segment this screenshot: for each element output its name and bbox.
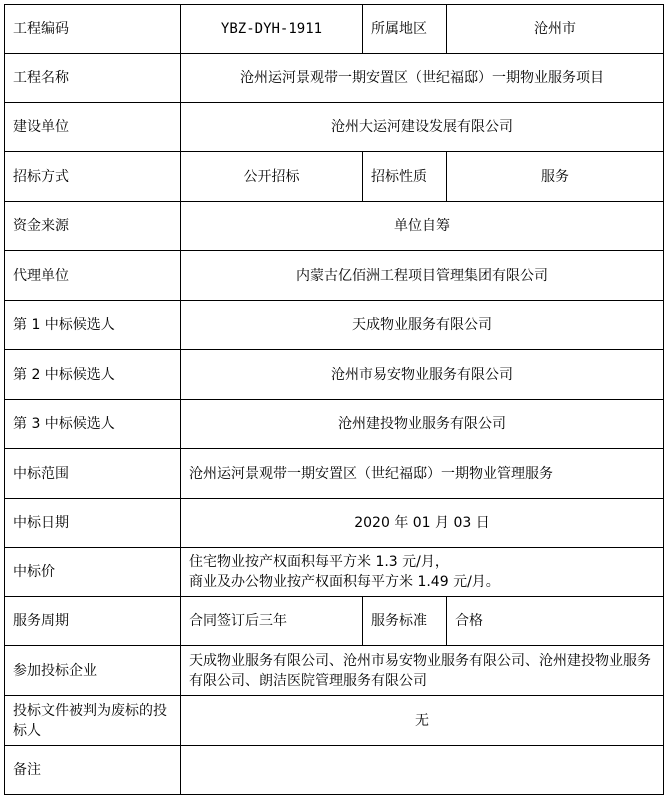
region-label: 所属地区 xyxy=(363,5,447,54)
row-remarks xyxy=(5,746,664,795)
remarks-label: 备注 xyxy=(5,746,181,795)
candidate-1-value: 天成物业服务有限公司 xyxy=(181,301,664,350)
row-candidate-3 xyxy=(5,400,664,449)
candidate-1-label: 第 1 中标候选人 xyxy=(5,301,181,350)
scope-label: 中标范围 xyxy=(5,449,181,499)
row-candidate-1 xyxy=(5,301,664,350)
fund-source-value: 单位自筹 xyxy=(181,202,664,251)
row-builder xyxy=(5,103,664,152)
agent-label: 代理单位 xyxy=(5,251,181,301)
row-service-period xyxy=(5,597,664,646)
row-scope xyxy=(5,449,664,499)
service-standard-label: 服务标准 xyxy=(363,597,447,646)
project-name-value: 沧州运河景观带一期安置区（世纪福邸）一期物业服务项目 xyxy=(181,54,664,103)
row-bid-method xyxy=(5,152,664,202)
candidate-2-value: 沧州市易安物业服务有限公司 xyxy=(181,350,664,400)
row-award-price xyxy=(5,548,664,597)
bidders-value: 天成物业服务有限公司、沧州市易安物业服务有限公司、沧州建投物业服务有限公司、朗洁医院管理服务有限公司 xyxy=(181,646,664,696)
row-project-code xyxy=(5,5,664,54)
row-project-name xyxy=(5,54,664,103)
row-agent xyxy=(5,251,664,301)
row-fund-source xyxy=(5,202,664,251)
row-award-date xyxy=(5,499,664,548)
candidate-3-label: 第 3 中标候选人 xyxy=(5,400,181,449)
region-value: 沧州市 xyxy=(447,5,664,54)
remarks-value xyxy=(181,746,664,795)
service-period-label: 服务周期 xyxy=(5,597,181,646)
bid-nature-label: 招标性质 xyxy=(363,152,447,202)
row-bidders xyxy=(5,646,664,696)
award-price-label: 中标价 xyxy=(5,548,181,597)
award-date-label: 中标日期 xyxy=(5,499,181,548)
award-date-value: 2020 年 01 月 03 日 xyxy=(181,499,664,548)
bid-result-table xyxy=(4,4,664,795)
rejected-value: 无 xyxy=(181,696,664,746)
row-candidate-2 xyxy=(5,350,664,400)
builder-value: 沧州大运河建设发展有限公司 xyxy=(181,103,664,152)
project-code-label: 工程编码 xyxy=(5,5,181,54)
bid-nature-value: 服务 xyxy=(447,152,664,202)
award-price-line-residential: 住宅物业按产权面积每平方米 1.3 元/月， xyxy=(189,554,449,570)
award-price-value xyxy=(181,548,664,597)
builder-label: 建设单位 xyxy=(5,103,181,152)
candidate-2-label: 第 2 中标候选人 xyxy=(5,350,181,400)
project-name-label: 工程名称 xyxy=(5,54,181,103)
agent-value: 内蒙古亿佰洲工程项目管理集团有限公司 xyxy=(181,251,664,301)
bid-method-label: 招标方式 xyxy=(5,152,181,202)
bid-method-value: 公开招标 xyxy=(181,152,363,202)
fund-source-label: 资金来源 xyxy=(5,202,181,251)
bidders-label: 参加投标企业 xyxy=(5,646,181,696)
row-rejected xyxy=(5,696,664,746)
service-period-value: 合同签订后三年 xyxy=(181,597,363,646)
scope-value: 沧州运河景观带一期安置区（世纪福邸）一期物业管理服务 xyxy=(181,449,664,499)
rejected-label: 投标文件被判为废标的投标人 xyxy=(5,696,181,746)
project-code-value: YBZ-DYH-1911 xyxy=(181,5,363,54)
service-standard-value: 合格 xyxy=(447,597,664,646)
award-price-line-commercial: 商业及办公物业按产权面积每平方米 1.49 元/月。 xyxy=(189,574,500,590)
candidate-3-value: 沧州建投物业服务有限公司 xyxy=(181,400,664,449)
